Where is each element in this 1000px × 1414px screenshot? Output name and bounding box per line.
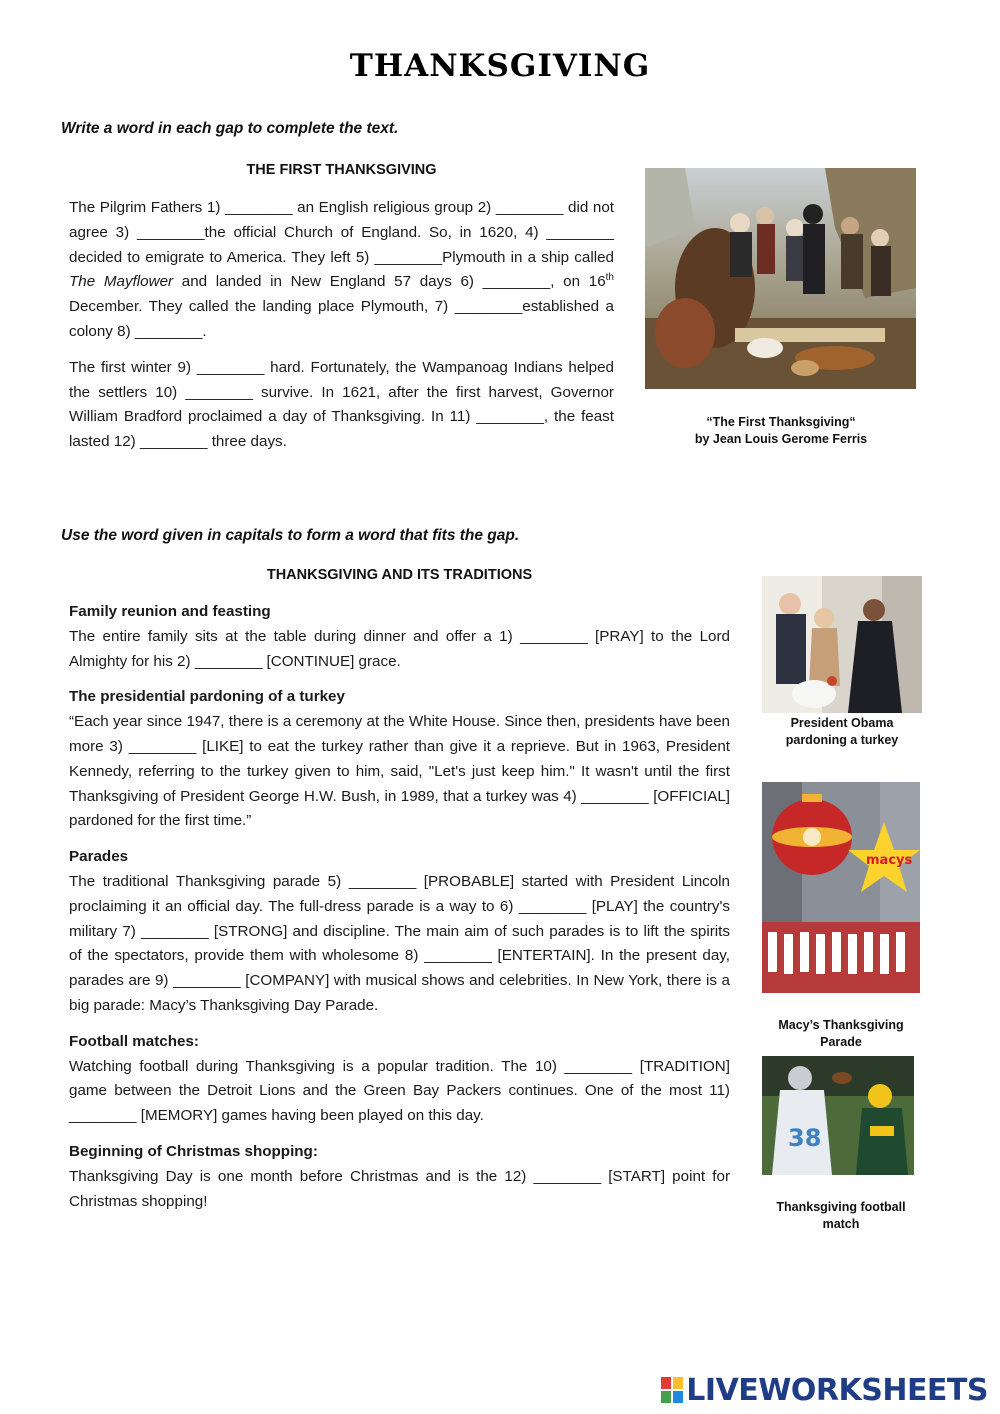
instruction-2: Use the word given in capitals to form a word that fits the gap.	[61, 527, 520, 544]
block-text: Watching football during Thanksgiving is a popular tradition. The 10) ________ [TRADITION] game between the Detroit Lions and the Green Bay Packers continues. One of the most 11) ________ [MEMORY] games having been played on this day.	[69, 1057, 730, 1125]
page-title: THANKSGIVING	[349, 48, 651, 84]
obama-turkey-photo	[762, 576, 922, 713]
block-heading: Football matches:	[69, 1032, 199, 1050]
football-photo	[762, 1056, 914, 1175]
block-presidential-pardon	[69, 685, 730, 834]
heading-traditions: THANKSGIVING AND ITS TRADITIONS	[266, 567, 533, 583]
block-text: The traditional Thanksgiving parade 5) ________ [PROBABLE] started with President Lincoln proclaiming it an official day. The full-dress parade is a way to 6) ________ [PLAY] the country's military 7) ________ [STRONG] and discipline. The main aim of such parades is to lift the spirits of the spectators, provide them with wholesome 8) ________ [ENTERTAIN]. In the present day, parades are 9) ________ [COMPANY] with musical shows and celebrities. In New York, there is a big parade: Macy’s Thanksgiving Day Parade.	[69, 872, 730, 1014]
paragraph-1: The Pilgrim Fathers 1) ________ an English religious group 2) ________ did not agree 3) ________the official Church of England. So, in 1620, 4) ________ decided to emigrate to America. They left 5) ________Plymouth in a ship called The Mayflower and landed in New England 57 days 6) ________, on 16th December. They called the landing place Plymouth, 7) ________established a colony 8) ________.	[69, 199, 614, 340]
block-heading: Family reunion and feasting	[69, 603, 271, 620]
first-thanksgiving-text	[69, 196, 614, 455]
block-text: The entire family sits at the table during dinner and offer a 1) ________ [PRAY] to the Lord Almighty for his 2) ________ [CONTINUE] grace.	[69, 627, 730, 670]
ship-name: The Mayflower	[69, 273, 174, 291]
block-text: “Each year since 1947, there is a ceremony at the White House. Since then, presidents have been more 3) ________ [LIKE] to eat the turkey rather than give it a reprieve. But in 1963, President Kennedy, referring to the turkey given to him, said, "Let's just keep him." It wasn't until the first Thanksgiving of President George H.W. Bush, in 1989, that a turkey was 4) ________ [OFFICIAL] pardoned for the first time.”	[69, 713, 730, 830]
instruction-1: Write a word in each gap to complete the text.	[61, 120, 399, 137]
obama-caption: President Obama pardoning a turkey	[785, 716, 899, 747]
svg-text:38: 38	[788, 1124, 822, 1152]
block-text: Thanksgiving Day is one month before Christmas and is the 12) ________ [START] point for Christmas shopping!	[69, 1167, 730, 1210]
block-heading: Parades	[69, 848, 129, 866]
traditions-text	[69, 600, 730, 1214]
block-heading: The presidential pardoning of a turkey	[69, 688, 345, 706]
logo-text: LIVEWORKSHEETS	[686, 1372, 988, 1408]
paragraph-2: The first winter 9) ________ hard. Fortunately, the Wampanoag Indians helped the settlers 10) ________ survive. In 1621, after the first harvest, Governor William Bradford proclaimed a day of Thanksgiving. In 11) ________, the feast lasted 12) ________ three days.	[69, 358, 614, 451]
block-christmas-shopping	[69, 1140, 730, 1214]
block-heading: Beginning of Christmas shopping:	[69, 1142, 318, 1160]
liveworksheets-logo	[661, 1372, 988, 1408]
first-thanksgiving-painting	[645, 168, 916, 389]
balloon-text: macys	[866, 853, 913, 868]
logo-blocks-icon	[661, 1377, 683, 1403]
macys-parade-photo	[762, 782, 920, 993]
heading-first-thanksgiving: THE FIRST THANKSGIVING	[246, 162, 437, 178]
block-parades	[69, 845, 730, 1019]
football-caption: Thanksgiving football match	[776, 1200, 906, 1231]
painting-caption: “The First Thanksgiving“ by Jean Louis Gerome Ferris	[694, 415, 868, 446]
block-family-reunion	[69, 600, 730, 674]
parade-caption: Macy’s Thanksgiving Parade	[778, 1018, 904, 1049]
block-football	[69, 1030, 730, 1129]
